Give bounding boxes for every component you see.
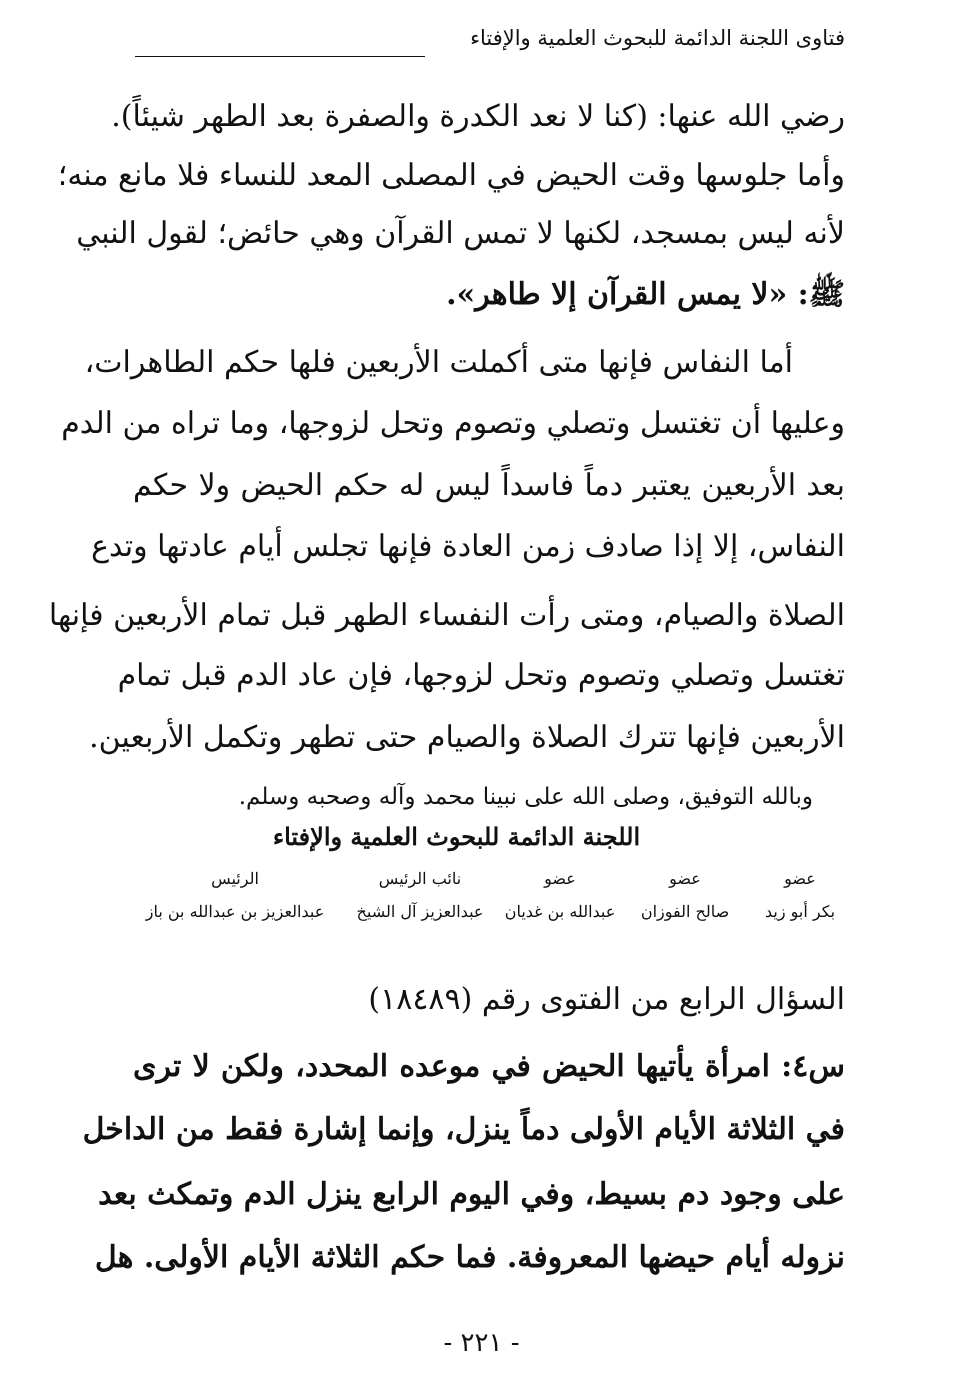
question-line: س٤: امرأة يأتيها الحيض في موعده المحدد، ولكن لا ترى bbox=[133, 1049, 845, 1084]
signatory-role: نائب الرئيس bbox=[378, 869, 462, 888]
signatory bbox=[635, 866, 735, 932]
body-line: بعد الأربعين يعتبر دماً فاسداً ليس له حكم الحيض ولا حكم bbox=[133, 468, 845, 503]
page-number bbox=[0, 1328, 953, 1358]
body-line: وأما جلوسها وقت الحيض في المصلى المعد للنساء فلا مانع منه؛ bbox=[57, 158, 845, 193]
running-title: فتاوى اللجنة الدائمة للبحوث العلمية والإفتاء bbox=[470, 26, 845, 50]
closing-salutation: وبالله التوفيق، وصلى الله على نبينا محمد وآله وصحبه وسلم. bbox=[238, 784, 813, 810]
header-rule bbox=[135, 56, 425, 57]
committee-title-text: اللجنة الدائمة للبحوث العلمية والإفتاء bbox=[272, 822, 641, 851]
question-line: نزوله أيام حيضها المعروفة. فما حكم الثلاثة الأيام الأولى. هل bbox=[94, 1240, 845, 1275]
running-header bbox=[135, 26, 845, 66]
body-line: أما النفاس فإنها متى أكملت الأربعين فلها حكم الطاهرات، bbox=[84, 345, 793, 380]
body-line: رضي الله عنها: (كنا لا نعد الكدرة والصفرة بعد الطهر شيئاً). bbox=[111, 99, 845, 134]
body-line: تغتسل وتصلي وتصوم وتحل لزوجها، فإن عاد الدم قبل تمام bbox=[117, 658, 845, 693]
signatory bbox=[500, 866, 620, 932]
body-line: الصلاة والصيام، ومتى رأت النفساء الطهر قبل تمام الأربعين فإنها bbox=[48, 598, 845, 633]
signatories-table bbox=[130, 866, 845, 936]
signatory-role: عضو bbox=[784, 869, 816, 888]
signatory-name: عبدالله بن غديان bbox=[504, 902, 616, 921]
signatory-role: عضو bbox=[544, 869, 576, 888]
signatory bbox=[350, 866, 490, 932]
question-line: في الثلاثة الأيام الأولى دماً ينزل، وإنما إشارة فقط من الداخل bbox=[82, 1112, 845, 1147]
signatory-role: عضو bbox=[669, 869, 701, 888]
signatory bbox=[135, 866, 335, 932]
signatory-role: الرئيس bbox=[211, 869, 259, 888]
body-line: ﷺ: «لا يمس القرآن إلا طاهر». bbox=[446, 277, 845, 312]
body-line: النفاس، إلا إذا صادف زمن العادة فإنها تجلس أيام عادتها وتدع bbox=[91, 529, 845, 564]
signatory bbox=[755, 866, 845, 932]
signatory-name: عبدالعزيز آل الشيخ bbox=[356, 902, 484, 921]
body-line: وعليها أن تغتسل وتصلي وتصوم وتحل لزوجها، وما تراه من الدم bbox=[61, 406, 845, 441]
question-reference: السؤال الرابع من الفتوى رقم (١٨٤٨٩) bbox=[368, 982, 845, 1017]
body-line: الأربعين فإنها تترك الصلاة والصيام حتى تطهر وتكمل الأربعين. bbox=[89, 720, 845, 755]
signatory-name: بكر أبو زيد bbox=[764, 902, 836, 921]
committee-title bbox=[0, 822, 953, 851]
page-number-text: - ٢٢١ - bbox=[443, 1328, 520, 1358]
question-line: على وجود دم بسيط، وفي اليوم الرابع ينزل الدم وتمكث بعد bbox=[98, 1177, 845, 1212]
body-line: لأنه ليس بمسجد، لكنها لا تمس القرآن وهي حائض؛ لقول النبي bbox=[76, 216, 845, 251]
signatory-name: عبدالعزيز بن عبدالله بن باز bbox=[145, 902, 325, 921]
signatory-name: صالح الفوزان bbox=[640, 902, 730, 921]
